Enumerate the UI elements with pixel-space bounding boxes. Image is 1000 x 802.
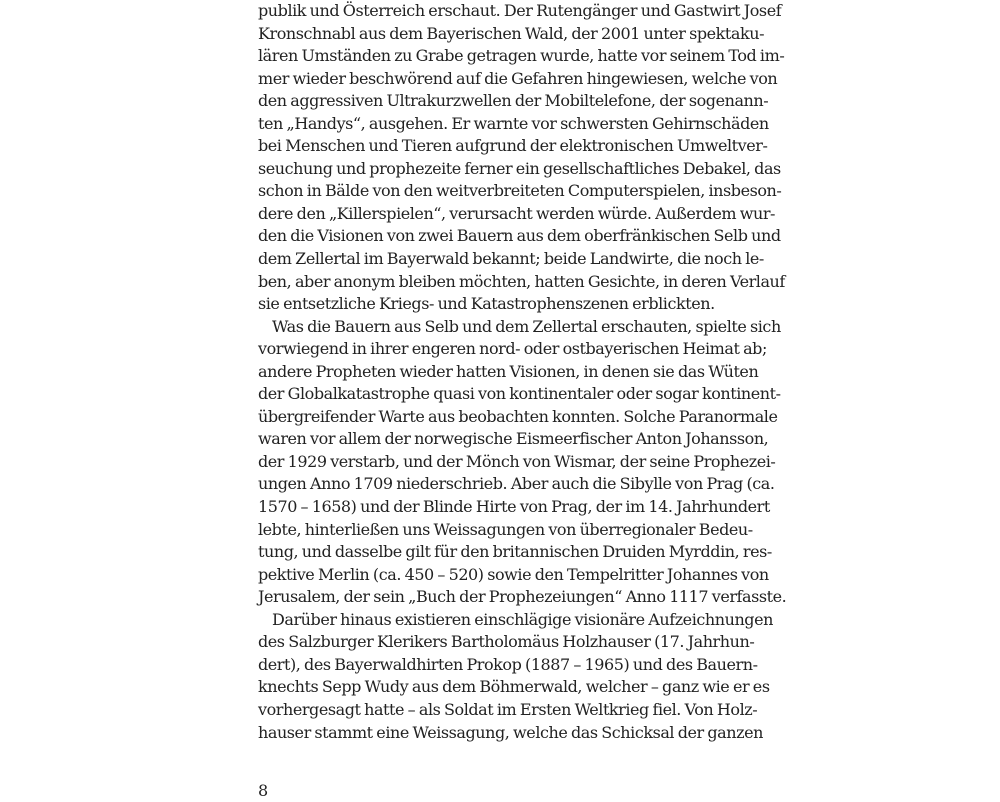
- text-line: waren vor allem der norwegische Eismeerfischer Anton Johansson,: [258, 429, 769, 449]
- text-line: publik und Österreich erschaut. Der Rutengänger und Gastwirt Josef: [258, 1, 782, 20]
- text-line: bei Menschen und Tieren aufgrund der elektronischen Umweltver-: [258, 136, 768, 156]
- text-line: tung, und dasselbe gilt für den britannischen Druiden Myrddin, res-: [258, 542, 772, 562]
- body-text: [258, 0, 787, 744]
- text-line: hauser stammt eine Weissagung, welche das Schicksal der ganzen: [258, 722, 763, 742]
- text-line: dert), des Bayerwaldhirten Prokop (1887 – 1965) und des Bauern-: [258, 654, 758, 674]
- text-line: dem Zellertal im Bayerwald bekannt; beide Landwirte, die noch le-: [258, 249, 764, 269]
- text-line: 1570 – 1658) und der Blinde Hirte von Prag, der im 14. Jahrhundert: [258, 497, 770, 517]
- text-line: übergreifender Warte aus beobachten konnten. Solche Paranormale: [258, 406, 778, 426]
- text-line: Darüber hinaus existieren einschlägige visionäre Aufzeichnungen: [272, 609, 773, 629]
- text-line: lebte, hinterließen uns Weissagungen von überregionaler Bedeu-: [258, 519, 753, 539]
- text-line: ungen Anno 1709 niederschrieb. Aber auch die Sibylle von Prag (ca.: [258, 474, 775, 494]
- text-line: Jerusalem, der sein „Buch der Prophezeiungen“ Anno 1117 verfasste.: [258, 587, 787, 607]
- text-line: seuchung und prophezeite ferner ein gesellschaftliches Debakel, das: [258, 158, 781, 178]
- text-line: Was die Bauern aus Selb und dem Zellertal erschauten, spielte sich: [272, 316, 781, 336]
- text-line: pektive Merlin (ca. 450 – 520) sowie den Tempelritter Johannes von: [258, 564, 769, 584]
- text-line: lären Umständen zu Grabe getragen wurde, hatte vor seinem Tod im-: [258, 46, 785, 66]
- text-line: den aggressiven Ultrakurzwellen der Mobiltelefone, der sogenann-: [258, 91, 769, 111]
- text-line: ten „Handys“, ausgehen. Er warnte vor schwersten Gehirnschäden: [258, 113, 769, 133]
- text-line: des Salzburger Klerikers Bartholomäus Holzhauser (17. Jahrhun-: [258, 632, 755, 652]
- text-line: mer wieder beschwörend auf die Gefahren hingewiesen, welche von: [258, 68, 778, 88]
- text-line: ben, aber anonym bleiben möchten, hatten Gesichte, in deren Verlauf: [258, 271, 785, 291]
- text-line: schon in Bälde von den weitverbreiteten Computerspielen, insbeson-: [258, 181, 782, 201]
- page-number: 8: [258, 781, 269, 800]
- text-line: knechts Sepp Wudy aus dem Böhmerwald, welcher – ganz wie er es: [258, 677, 770, 697]
- text-line: sie entsetzliche Kriegs- und Katastrophenszenen erblickten.: [258, 294, 715, 314]
- text-line: andere Propheten wieder hatten Visionen, in denen sie das Wüten: [258, 361, 759, 381]
- text-line: Kronschnabl aus dem Bayerischen Wald, der 2001 unter spektaku-: [258, 23, 765, 43]
- text-line: den die Visionen von zwei Bauern aus dem oberfränkischen Selb und: [258, 226, 781, 246]
- text-line: vorhergesagt hatte – als Soldat im Ersten Weltkrieg fiel. Von Holz-: [258, 699, 758, 719]
- text-line: der 1929 verstarb, und der Mönch von Wismar, der seine Prophezei-: [258, 451, 776, 471]
- text-line: dere den „Killerspielen“, verursacht werden würde. Außerdem wur-: [258, 203, 775, 223]
- text-line: vorwiegend in ihrer engeren nord- oder ostbayerischen Heimat ab;: [258, 339, 767, 359]
- text-line: der Globalkatastrophe quasi von kontinentaler oder sogar kontinent-: [258, 384, 781, 404]
